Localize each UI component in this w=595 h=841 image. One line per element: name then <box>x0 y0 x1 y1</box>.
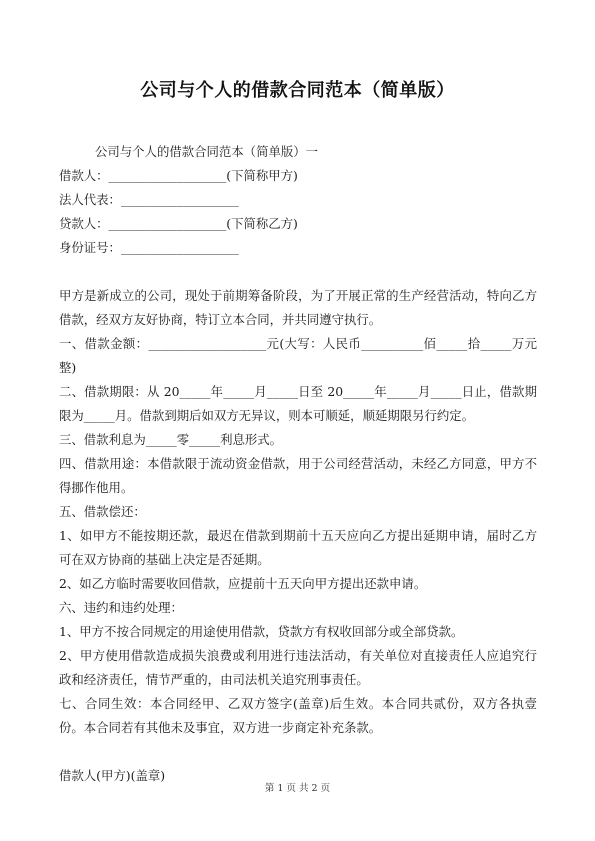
borrower-line: 借款人：___________________(下简称甲方) <box>59 168 298 183</box>
clause-breach-1: 1、甲方不按合同规定的用途使用借款，贷款方有权收回部分或全部贷款。 <box>59 624 464 639</box>
clause-purpose: 四、借款用途：本借款限于流动资金借款，用于公司经营活动，未经乙方同意，甲方不得挪作他用。 <box>59 456 537 495</box>
clause-breach-heading: 六、违约和违约处理： <box>59 600 183 615</box>
clause-amount: 一、借款金额：___________________元(大写：人民币__________佰_____拾_____万元整) <box>59 336 537 375</box>
clause-repayment-1: 1、如甲方不能按期还款，最迟在借款到期前十五天应向乙方提出延期申请，届时乙方可在双方协商的基础上决定是否延期。 <box>59 528 537 567</box>
document-title: 公司与个人的借款合同范本（简单版） <box>140 80 455 101</box>
clause-term: 二、借款期限：从 20_____年_____月_____日至 20_____年_____月_____日止，借款期限为_____月。借款到期后如双方无异议，则本可顺延，顺延期限另行约定。 <box>59 384 537 423</box>
clause-effect: 七、合同生效：本合同经甲、乙双方签字(盖章)后生效。本合同共贰份，双方各执壹份。本合同若有其他未及事宜，双方进一步商定补充条款。 <box>59 696 537 735</box>
clause-interest: 三、借款利息为_____零_____利息形式。 <box>59 432 283 447</box>
legal-rep-line: 法人代表：___________________ <box>59 192 239 207</box>
intro-paragraph: 甲方是新成立的公司，现处于前期筹备阶段，为了开展正常的生产经营活动，特向乙方借款，经双方友好协商，特订立本合同，并共同遵守执行。 <box>59 288 537 327</box>
clause-repayment-2: 2、如乙方临时需要收回借款，应提前十五天向甲方提出还款申请。 <box>59 576 427 591</box>
lender-line: 贷款人：___________________(下简称乙方) <box>59 216 298 231</box>
spacer <box>59 740 537 764</box>
spacer <box>59 260 537 284</box>
document-subtitle: 公司与个人的借款合同范本（简单版）一 <box>95 144 319 159</box>
page-footer: 第 1 页 共 2 页 <box>264 783 331 794</box>
signature-line: 借款人(甲方)(盖章) <box>59 768 166 783</box>
clause-repayment-heading: 五、借款偿还： <box>59 504 146 519</box>
id-number-line: 身份证号：___________________ <box>59 240 239 255</box>
document-body <box>59 140 537 788</box>
clause-breach-2: 2、甲方使用借款造成损失浪费或利用进行违法活动，有关单位对直接责任人应追究行政和经济责任，情节严重的，由司法机关追究刑事责任。 <box>59 648 537 687</box>
